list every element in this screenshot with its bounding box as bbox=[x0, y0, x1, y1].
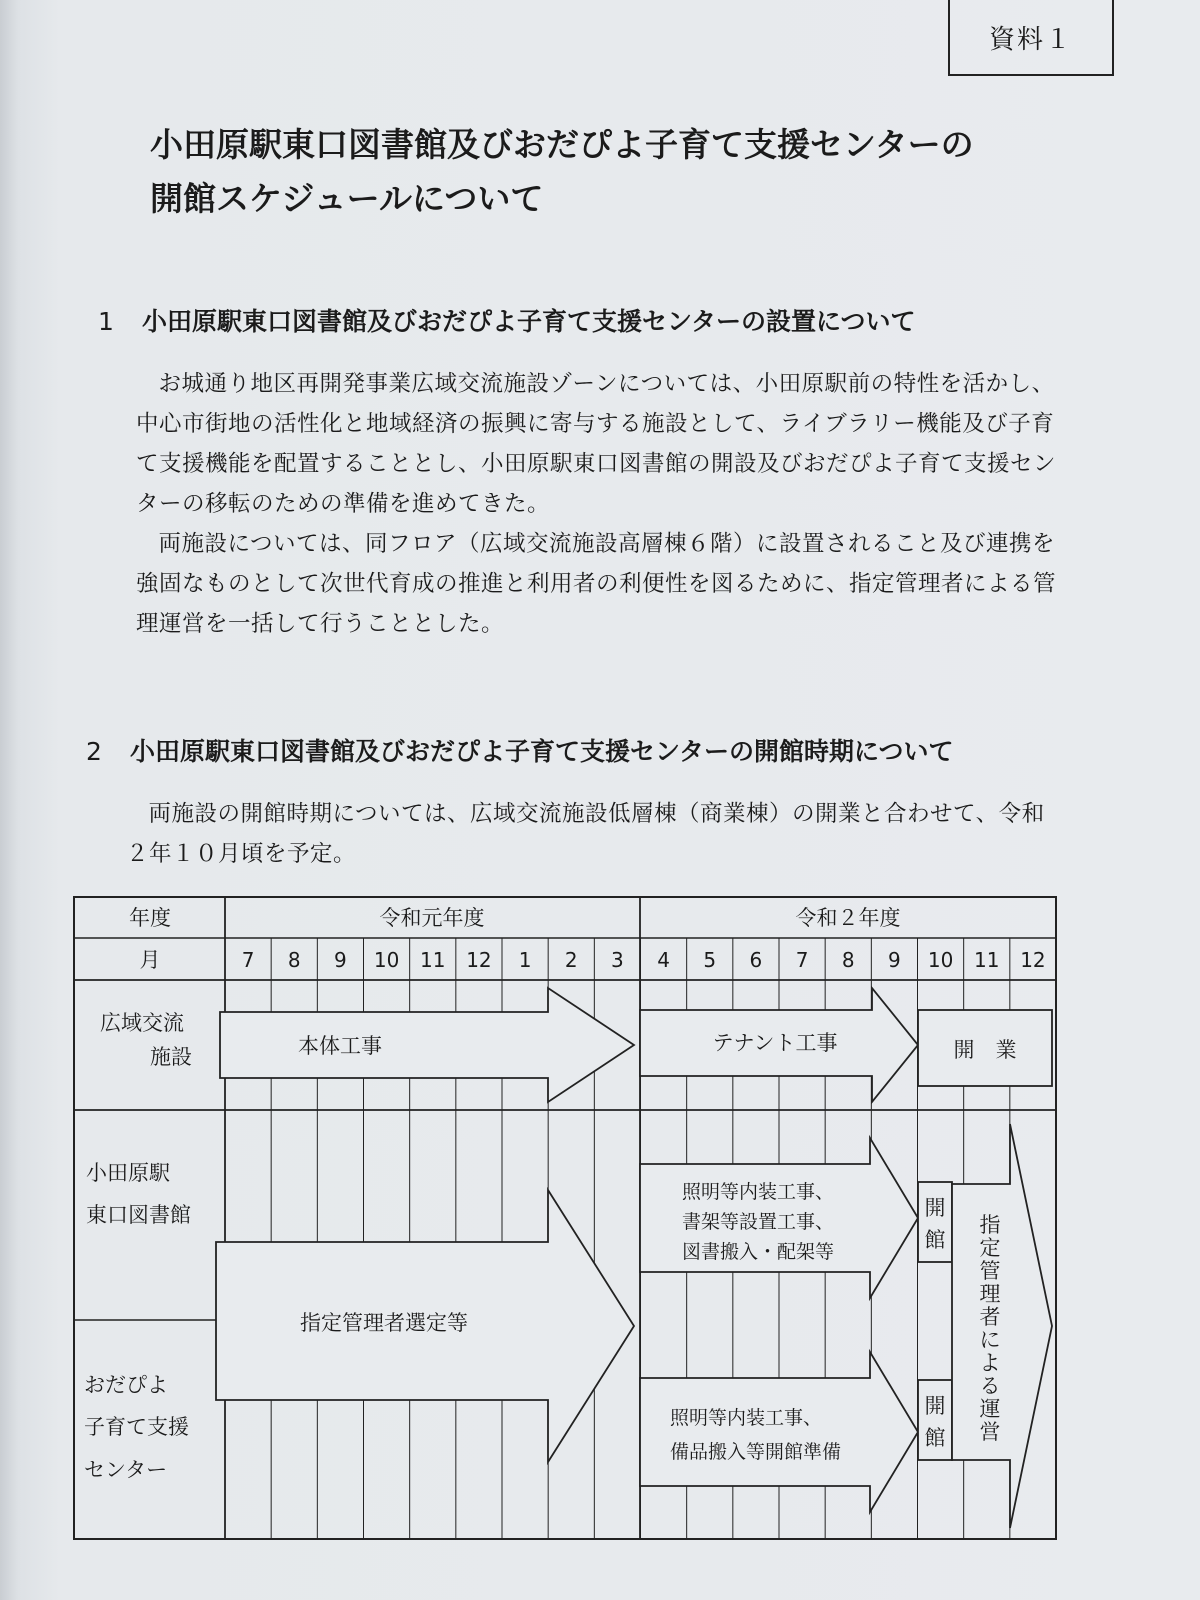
label-main-construction: 本体工事 bbox=[298, 1034, 382, 1058]
label-operation: 営 bbox=[979, 1420, 1001, 1444]
label-operation: よ bbox=[979, 1351, 1001, 1375]
month-label: 9 bbox=[334, 948, 347, 972]
section-2-paragraph-1: 両施設の開館時期については、広域交流施設低層棟（商業棟）の開業と合わせて、令和２年１０月頃を予定。 bbox=[126, 801, 1045, 867]
label-library-prep-1: 照明等内装工事、 bbox=[682, 1181, 835, 1203]
month-label: 12 bbox=[1020, 948, 1046, 972]
fiscal-year-1: 令和元年度 bbox=[379, 906, 485, 930]
fiscal-year-2: 令和２年度 bbox=[795, 906, 901, 930]
label-operation: に bbox=[979, 1328, 1001, 1352]
month-label: 6 bbox=[749, 948, 763, 972]
label-childcare-prep-1: 照明等内装工事、 bbox=[670, 1407, 823, 1429]
label-operation: 管 bbox=[979, 1259, 1001, 1283]
label-childcare-prep-2: 備品搬入等開館準備 bbox=[670, 1441, 842, 1463]
header-month-label: 月 bbox=[139, 948, 161, 972]
label-opening: 開 業 bbox=[953, 1038, 1017, 1062]
label-library-open: 開 bbox=[924, 1196, 946, 1220]
label-manager-selection: 指定管理者選定等 bbox=[300, 1311, 468, 1335]
month-label: 10 bbox=[373, 948, 400, 972]
month-label: 10 bbox=[927, 948, 954, 972]
row-label-childcare-2: 子育て支援 bbox=[84, 1415, 189, 1439]
month-label: 2 bbox=[564, 948, 578, 972]
row-label-childcare-3: センター bbox=[84, 1458, 168, 1482]
title-line-2: 開館スケジュールについて bbox=[150, 179, 544, 218]
month-label: 5 bbox=[703, 948, 717, 972]
label-library-open: 館 bbox=[924, 1228, 946, 1252]
label-tenant-construction: テナント工事 bbox=[712, 1031, 838, 1055]
month-label: 11 bbox=[974, 948, 1000, 972]
arrow-main-construction bbox=[220, 988, 634, 1102]
section-2-title: 小田原駅東口図書館及びおだぴよ子育て支援センターの開館時期について bbox=[130, 737, 954, 766]
section-2-number: 2 bbox=[86, 737, 102, 766]
label-childcare-open: 館 bbox=[924, 1426, 946, 1450]
label-operation: 指 bbox=[979, 1213, 1001, 1237]
title-line-1: 小田原駅東口図書館及びおだぴよ子育て支援センターの bbox=[150, 125, 974, 164]
label-operation: 運 bbox=[979, 1397, 1001, 1421]
label-operation: る bbox=[979, 1374, 1001, 1398]
row-label-library-1: 小田原駅 bbox=[86, 1161, 170, 1185]
month-label: 7 bbox=[795, 948, 809, 972]
row-label-library-2: 東口図書館 bbox=[86, 1203, 191, 1227]
label-childcare-open: 開 bbox=[924, 1394, 946, 1418]
section-1-paragraph-1: お城通り地区再開発事業広域交流施設ゾーンについては、小田原駅前の特性を活かし、中心市街地の活性化と地域経済の振興に寄与する施設として、ライブラリー機能及び子育て支援機能を配置することとし、小田原駅東口図書館の開設及びおだぴよ子育て支援センターの移転のための準備を進めてきた。 bbox=[136, 371, 1057, 517]
label-operation: 者 bbox=[979, 1305, 1001, 1329]
month-label: 8 bbox=[287, 948, 301, 972]
row-label-childcare-1: おだぴよ bbox=[84, 1373, 168, 1397]
label-library-prep-2: 書架等設置工事、 bbox=[682, 1211, 835, 1233]
section-1-paragraph-2: 両施設については、同フロア（広域交流施設高層棟６階）に設置されること及び連携を強固なものとして次世代育成の推進と利用者の利便性を図るために、指定管理者による管理運営を一括して行うこととした。 bbox=[136, 531, 1057, 637]
section-1-title: 小田原駅東口図書館及びおだぴよ子育て支援センターの設置について bbox=[142, 307, 916, 336]
month-label: 11 bbox=[420, 948, 446, 972]
row-label-facility-1: 広域交流 bbox=[100, 1011, 184, 1035]
label-library-prep-3: 図書搬入・配架等 bbox=[682, 1241, 835, 1263]
month-label: 9 bbox=[888, 948, 901, 972]
month-label: 8 bbox=[841, 948, 855, 972]
month-label: 7 bbox=[241, 948, 255, 972]
header-year-label: 年度 bbox=[129, 906, 171, 930]
label-operation: 定 bbox=[979, 1236, 1001, 1260]
month-label: 3 bbox=[611, 948, 624, 972]
month-label: 12 bbox=[466, 948, 492, 972]
document-label: 資料１ bbox=[948, 0, 1114, 76]
arrow-operation bbox=[952, 1124, 1052, 1528]
month-label: 1 bbox=[518, 948, 532, 972]
label-operation: 理 bbox=[979, 1282, 1001, 1306]
row-label-facility-2: 施設 bbox=[150, 1045, 192, 1069]
month-label: 4 bbox=[657, 948, 670, 972]
section-1-number: 1 bbox=[98, 307, 114, 336]
